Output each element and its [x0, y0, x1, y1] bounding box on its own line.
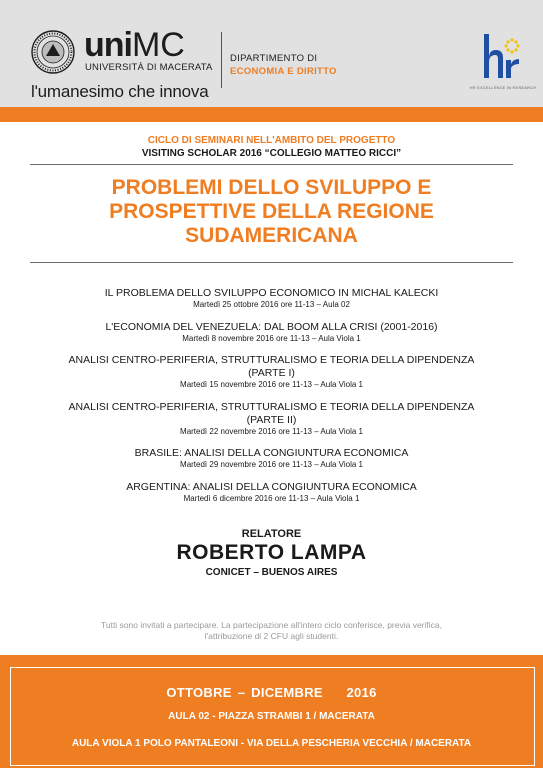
university-motto: l'umanesimo che innova — [31, 82, 209, 101]
project-line-2: VISITING SCHOLAR 2016 “COLLEGIO MATTEO RICCI” — [141, 148, 402, 159]
hr-caption: HR EXCELLENCE IN RESEARCH — [469, 85, 537, 90]
speaker-affiliation: CONICET – BUENOS AIRES — [205, 567, 338, 578]
main-title — [0, 176, 543, 248]
seminar-title: ARGENTINA: ANALISI DELLA CONGIUNTURA ECONOMICA — [126, 481, 417, 493]
seminar-item — [0, 321, 543, 344]
main-title-line-1: PROBLEMI DELLO SVILUPPO E — [111, 176, 432, 199]
invitation-line-1: Tutti sono invitati a partecipare. La partecipazione all'intero ciclo conferisce, previa verifica, — [100, 620, 442, 630]
seminar-item — [0, 401, 543, 437]
seminar-item — [0, 287, 543, 310]
seminar-title: L'ECONOMIA DEL VENEZUELA: DAL BOOM ALLA CRISI (2001-2016) — [105, 321, 438, 333]
brand-bold: uni — [84, 26, 132, 64]
project-line-1: CICLO DI SEMINARI NELL'AMBITO DEL PROGETTO — [147, 135, 396, 146]
seminar-title: ANALISI CENTRO-PERIFERIA, STRUTTURALISMO E TEORIA DELLA DIPENDENZA — [68, 354, 475, 366]
seminar-subtitle: (PARTE I) — [248, 367, 295, 379]
university-name: UNIVERSITÀ DI MACERATA — [85, 62, 213, 73]
venue-2: AULA VIOLA 1 POLO PANTALEONI - VIA DELLA PESCHERIA VECCHIA / MACERATA — [71, 738, 472, 749]
brand-light: MC — [131, 26, 185, 64]
university-seal-icon — [31, 30, 75, 74]
seminar-date: Martedì 8 novembre 2016 ore 11-13 – Aula Viola 1 — [182, 334, 361, 343]
seminar-item — [0, 481, 543, 504]
seminar-item — [0, 447, 543, 470]
seminar-date: Martedì 22 novembre 2016 ore 11-13 – Aula Viola 1 — [180, 427, 363, 436]
venue-1: AULA 02 - PIAZZA STRAMBI 1 / MACERATA — [168, 711, 375, 722]
seminar-title: ANALISI CENTRO-PERIFERIA, STRUTTURALISMO E TEORIA DELLA DIPENDENZA — [68, 401, 475, 413]
seminar-date: Martedì 25 ottobre 2016 ore 11-13 – Aula 02 — [193, 300, 350, 309]
main-title-line-3: SUDAMERICANA — [185, 224, 358, 247]
speaker-label: RELATORE — [241, 528, 302, 540]
main-title-line-2: PROSPETTIVE DELLA REGIONE — [109, 200, 434, 223]
header-divider — [221, 32, 222, 88]
seminar-date: Martedì 15 novembre 2016 ore 11-13 – Aula Viola 1 — [180, 380, 363, 389]
divider-top — [30, 164, 513, 165]
seminar-item — [0, 354, 543, 390]
hr-excellence-logo-icon — [478, 30, 524, 84]
seminar-date: Martedì 29 novembre 2016 ore 11-13 – Aula Viola 1 — [180, 460, 363, 469]
brand-logo — [84, 28, 185, 62]
speaker-name: ROBERTO LAMPA — [176, 541, 367, 564]
invitation-note — [0, 620, 543, 642]
seminar-title: IL PROBLEMA DELLO SVILUPPO ECONOMICO IN MICHAL KALECKI — [104, 287, 439, 299]
seminar-subtitle: (PARTE II) — [246, 414, 297, 426]
event-period: OTTOBRE – DICEMBRE 2016 — [166, 685, 377, 700]
divider-bottom — [30, 262, 513, 263]
invitation-line-2: l'attribuzione di 2 CFU agli studenti. — [204, 631, 339, 641]
department-name: ECONOMIA E DIRITTO — [230, 66, 337, 77]
header-accent-strip — [0, 107, 543, 122]
seminar-date: Martedì 6 dicembre 2016 ore 11-13 – Aula Viola 1 — [183, 494, 360, 503]
department-label: DIPARTIMENTO DI — [230, 53, 318, 64]
seminar-title: BRASILE: ANALISI DELLA CONGIUNTURA ECONOMICA — [134, 447, 409, 459]
